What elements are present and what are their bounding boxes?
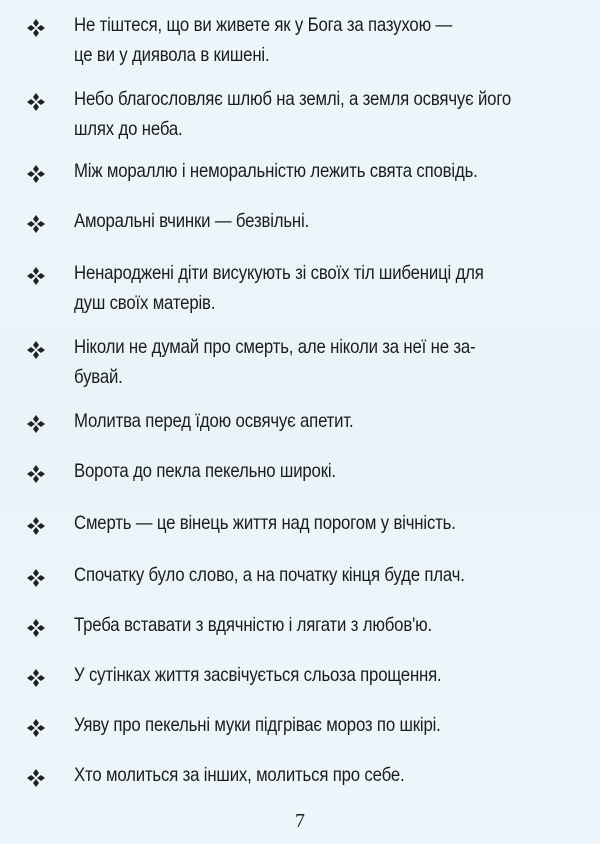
aphorism-line: Спочатку було слово, а на початку кінця буде плач. xyxy=(74,564,465,586)
diamond-ornament-icon xyxy=(26,414,46,434)
diamond-ornament-icon xyxy=(26,516,46,536)
aphorism-text xyxy=(74,206,564,236)
diamond-ornament-icon xyxy=(26,266,46,286)
aphorism-text xyxy=(74,610,564,640)
aphorism-text xyxy=(74,660,564,690)
aphorism-line: Небо благословляє шлюб на землі, а земля освячує його xyxy=(74,88,512,110)
aphorism-text xyxy=(74,508,564,538)
aphorism-text xyxy=(74,710,564,740)
aphorism-line: Ненароджені діти висукують зі своїх тіл шибениці для xyxy=(74,262,484,284)
aphorism-text xyxy=(74,156,564,186)
diamond-ornament-icon xyxy=(26,718,46,738)
aphorism-text xyxy=(74,456,564,486)
aphorism-text xyxy=(74,760,564,790)
aphorism-line: душ своїх матерів. xyxy=(74,292,216,314)
diamond-ornament-icon xyxy=(26,618,46,638)
aphorism-text xyxy=(74,406,564,436)
diamond-ornament-icon xyxy=(26,568,46,588)
aphorism-line: Ніколи не думай про смерть, але ніколи за неї не за- xyxy=(74,336,476,358)
aphorism-line: Ворота до пекла пекельно широкі. xyxy=(74,460,336,482)
diamond-ornament-icon xyxy=(26,92,46,112)
aphorism-text xyxy=(74,560,564,590)
aphorism-line: шлях до неба. xyxy=(74,118,183,140)
aphorism-text xyxy=(74,258,564,318)
aphorism-line: Аморальні вчинки — безвільні. xyxy=(74,210,310,232)
page-number: 7 xyxy=(295,810,305,832)
aphorism-line: Смерть — це вінець життя над порогом у вічність. xyxy=(74,512,456,534)
diamond-ornament-icon xyxy=(26,768,46,788)
aphorism-text xyxy=(74,10,564,70)
aphorism-line: Не тіштеся, що ви живете як у Бога за пазухою — xyxy=(74,14,453,36)
diamond-ornament-icon xyxy=(26,668,46,688)
aphorism-line: бувай. xyxy=(74,366,123,388)
diamond-ornament-icon xyxy=(26,340,46,360)
diamond-ornament-icon xyxy=(26,464,46,484)
aphorism-line: Треба вставати з вдячністю і лягати з любов'ю. xyxy=(74,614,433,636)
aphorism-text xyxy=(74,84,564,144)
aphorism-line: це ви у диявола в кишені. xyxy=(74,44,270,66)
diamond-ornament-icon xyxy=(26,164,46,184)
diamond-ornament-icon xyxy=(26,18,46,38)
aphorism-line: Молитва перед їдою освячує апетит. xyxy=(74,410,354,432)
aphorism-line: У сутінках життя засвічується сльоза прощення. xyxy=(74,664,442,686)
aphorism-line: Між мораллю і неморальністю лежить свята сповідь. xyxy=(74,160,478,182)
aphorism-text xyxy=(74,332,564,392)
aphorism-line: Уяву про пекельні муки підгріває мороз по шкірі. xyxy=(74,714,441,736)
aphorism-line: Хто молиться за інших, молиться про себе. xyxy=(74,764,405,786)
diamond-ornament-icon xyxy=(26,214,46,234)
